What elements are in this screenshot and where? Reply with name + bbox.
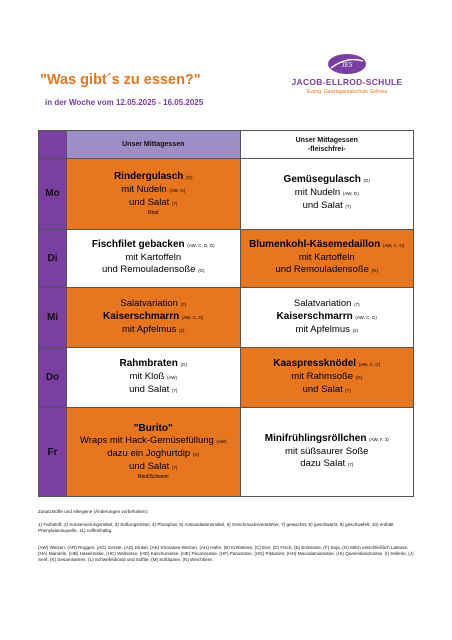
allergen-code: (AW) — [216, 439, 227, 445]
meal-line: mit süßsaurer Soße — [285, 446, 369, 458]
meal-cell — [67, 159, 241, 230]
allergen-code: (7) — [354, 302, 360, 308]
meal-line: Minifrühlingsröllchen — [264, 433, 367, 445]
meal-line: Kaaspressknödel — [273, 358, 357, 370]
meal-cell — [240, 229, 414, 288]
meal-line: und Remouladensoße — [101, 264, 196, 276]
meal-line: dazu ein Joghurtdip — [107, 448, 191, 460]
allergen-code: (AW, C, G) — [382, 243, 405, 249]
allergen-code: (G) — [355, 375, 363, 381]
page-title: "Was gibt´s zu essen?" — [40, 72, 201, 88]
day-row-mi — [39, 288, 414, 348]
meal-line: Gemüsegulasch — [283, 174, 361, 186]
meal-line: mit Rahmsoße — [291, 371, 354, 383]
logo-glyph: JES — [341, 61, 353, 69]
menu-table — [38, 130, 414, 497]
meal-cell — [67, 348, 241, 408]
allergen-code: (G) — [186, 174, 193, 180]
allergen-code: (AW, G) — [342, 191, 359, 197]
allergen-code: (G) — [363, 178, 370, 184]
meal-line: und Salat — [302, 200, 343, 212]
meat-note: Rind — [148, 209, 159, 216]
meal-line: mit Kartoffeln — [298, 252, 355, 264]
meat-note: Rind/Schwein — [137, 474, 169, 481]
allergen-code: (7) — [345, 204, 351, 210]
allergen-code: (7) — [171, 388, 178, 394]
day-row-do — [39, 348, 414, 408]
day-label: Fr — [39, 408, 67, 497]
meal-cell — [240, 159, 414, 230]
header-corner — [39, 131, 67, 159]
header-col2 — [240, 131, 414, 159]
allergen-code: (AW, C, G) — [355, 315, 377, 321]
meal-line: und Salat — [302, 384, 343, 396]
meal-line: und Remouladensoße — [275, 264, 369, 276]
footer-allergens: (AW) Weizen, (AR) Roggen, (AG) Gerste, (AD) Dinkel, (AK) Khorasan-Weizen, (AH) Hafer, (B) Krebstiere, (C) Eier, (D) Fisch, (E) Erdnüsse, (F) Soja, (G) Milch einschließlich Laktose, (HA) Mandeln, (HB) Haselnüsse, (HC) Walnüsse, (HD) Kaschunüsse, (HE) Pecannüsse, (HF) Paranüsse, (HG) Pistazien, (HH) Macadamianüsse, (HI) Queenslandnüsse, (I) Sellerie, (J) Senf, (K) Sesamsamen, (L) Schwefeldioxid und Sulfite, (M) Süßlupine, (N) Weichtiere. — [38, 545, 414, 562]
allergen-code: (G) — [371, 268, 379, 274]
meal-line: "Burito" — [133, 423, 173, 435]
allergen-code: (G) — [198, 268, 205, 274]
meal-line: mit Apfelmus — [121, 324, 177, 336]
meal-line: mit Kartoffeln — [125, 252, 182, 264]
meal-line: mit Apfelmus — [295, 324, 350, 336]
day-label: Di — [39, 229, 67, 288]
meal-line: Blumenkohl-Käsemedaillon — [249, 239, 381, 251]
footer-additives: 1) Farbstoff, 2) Konservierungsmittel, 3) Süßungsmittel, 4) Phosphat, 5) Antioxidationsmittel, 6) Geschmacksverstärker, 7) gewachst, 8) geschwärzt, 9) geschwefelt, 10) enthält Phenylalaninquelle, 11) coffeinhaltig. — [38, 522, 394, 533]
meal-line: Fischfilet gebacken — [91, 239, 185, 251]
meal-cell — [240, 348, 414, 408]
week-range: in der Woche vom 12.05.2025 - 16.05.2025 — [45, 98, 204, 107]
school-subtitle: Evang. Ganztagsrealschule Gefrees — [306, 89, 388, 95]
meal-line: dazu Salat — [300, 458, 346, 470]
header-col1: Unser Mittagessen — [67, 131, 241, 159]
allergen-code: (2) — [352, 328, 359, 334]
allergen-code: (AW, C, G) — [358, 362, 381, 368]
meal-cell — [240, 288, 414, 348]
allergen-code: (7) — [180, 302, 187, 308]
meal-line: Rahmbraten — [119, 358, 178, 370]
meal-line: Rindergulasch — [113, 170, 184, 182]
allergen-code: (AW) — [166, 375, 178, 381]
meal-line: mit Nudeln — [121, 183, 167, 195]
allergen-code: (7) — [171, 200, 178, 206]
meal-cell — [67, 229, 241, 288]
meal-line: Wraps mit Hack-Gemüsefüllung — [79, 435, 214, 447]
meal-cell — [67, 408, 241, 497]
meal-line: und Salat — [129, 384, 170, 396]
footer-intro: Zusatzstoffe und Allergene (Änderungen vorbehalten): — [38, 509, 149, 514]
allergen-code: (AW, C, D, G) — [187, 243, 215, 249]
school-logo — [282, 52, 412, 95]
header-col2-line1: Unser Mittagessen — [295, 136, 358, 144]
meal-line: und Salat — [129, 461, 170, 473]
day-row-di — [39, 229, 414, 288]
day-row-mo — [39, 159, 414, 230]
allergen-code: (G) — [192, 452, 200, 458]
header-col2-line2: -fleischfrei- — [307, 145, 346, 153]
school-name: JACOB-ELLROD-SCHULE — [291, 77, 403, 87]
meal-line: mit Kloß — [129, 371, 165, 383]
school-logo-icon — [325, 52, 369, 76]
meal-line: Kaiserschmarrn — [103, 311, 180, 323]
allergen-code: (AW, G) — [169, 187, 186, 193]
meal-line: mit Nudeln — [294, 187, 341, 199]
allergen-code: (7) — [171, 465, 178, 471]
day-label: Mi — [39, 288, 67, 348]
allergen-code: (7) — [345, 388, 351, 394]
allergen-code: (7) — [347, 462, 354, 468]
allergen-code: (2) — [179, 328, 185, 334]
allergen-code: (G) — [180, 362, 187, 368]
meal-cell — [240, 408, 414, 497]
day-label: Mo — [39, 159, 67, 230]
meal-cell — [67, 288, 241, 348]
meal-line: Salatvariation — [120, 298, 178, 310]
meal-line: und Salat — [129, 196, 170, 208]
meal-line: Kaiserschmarrn — [276, 311, 353, 323]
day-row-fr — [39, 408, 414, 497]
meal-line: Salatvariation — [293, 298, 352, 310]
day-label: Do — [39, 348, 67, 408]
allergen-code: (AW, C, G) — [181, 315, 204, 321]
allergen-code: (AW, F, 3) — [369, 437, 389, 443]
menu-header-row — [39, 131, 414, 159]
